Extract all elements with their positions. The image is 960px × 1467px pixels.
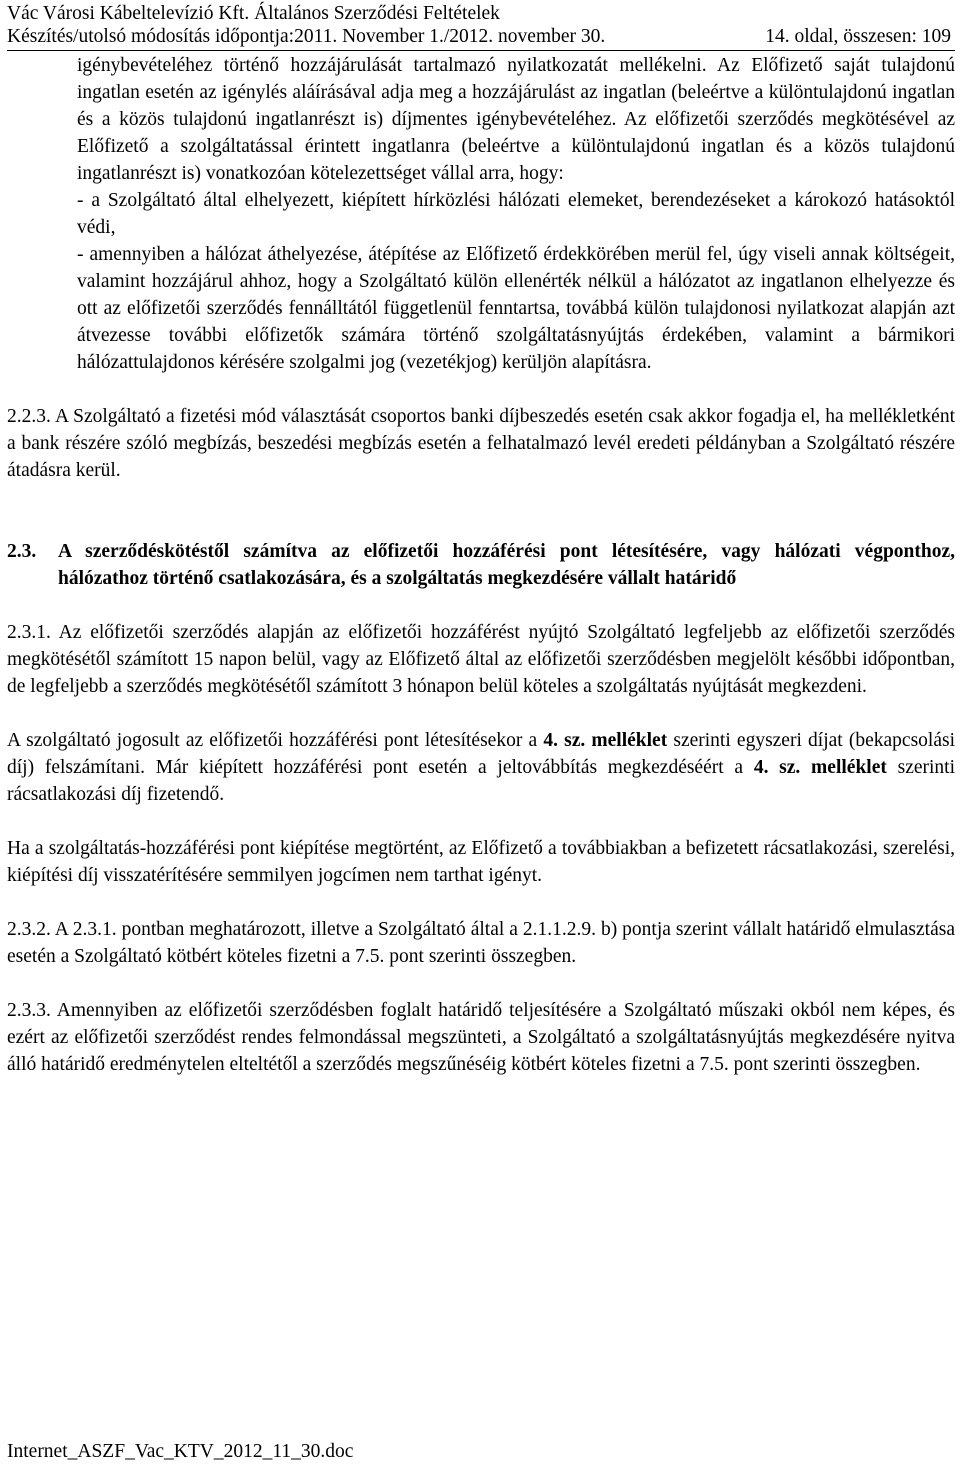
fee-text: szerinti egyszeri díjat (bekapcsolási díj) felszámítani. Már kiépített hozzáférési pont esetén a jeltovábbítás megkezdéséért a bbox=[7, 730, 955, 778]
fee-text: A szolgáltató jogosult az előfizetői hozzáférési pont létesítésekor a bbox=[7, 730, 544, 751]
page-footer bbox=[7, 1440, 353, 1463]
header-meta-row bbox=[7, 25, 957, 48]
annex-reference: 4. sz. melléklet bbox=[753, 757, 887, 778]
section-title: A szerződéskötéstől számítva az előfizetői hozzáférési pont létesítésére, vagy hálózati végponthoz, hálózathoz történő csatlakozására, és a szolgáltatás megkezdésére vállalt határidő bbox=[58, 541, 955, 589]
paragraph-2-2-3: 2.2.3. A Szolgáltató a fizetési mód választását csoportos banki díjbeszedés esetén csak akkor fogadja el, ha mellékletként a bank részére szóló megbízás, beszedési megbízás esetén a felhatalmazó levél eredeti példányban a Szolgáltató részére átadásra kerül. bbox=[7, 406, 955, 481]
revision-date: Készítés/utolsó módosítás időpontja:2011. November 1./2012. november 30. bbox=[7, 26, 606, 47]
document-title: Vác Városi Kábeltelevízió Kft. Általános Szerződési Feltételek bbox=[7, 3, 500, 24]
footer-filename: Internet_ASZF_Vac_KTV_2012_11_30.doc bbox=[7, 1441, 354, 1462]
paragraph-refund: Ha a szolgáltatás-hozzáférési pont kiépítése megtörtént, az Előfizető a továbbiakban a befizetett rácsatlakozási, szerelési, kiépítési díj visszatérítésére semmilyen jogcímen nem tarthat igényt. bbox=[7, 838, 955, 886]
list-item: - amennyiben a hálózat áthelyezése, átépítése az Előfizető érdekkörében merül fel, úgy viseli annak költségeit, valamint hozzájárul ahhoz, hogy a Szolgáltató külön ellenérték nélkül a hálózatot az ingatlanon elhelyezze és ott az előfizetői szerződés fennálltától függetlenül fenntartsa, továbbá külön tulajdonosi nyilatkozat alapján azt átvezesse további előfizetők számára történő szolgáltatásnyújtás érdekében, valamint a bármikori hálózattulajdonos kérésére szolgalmi jog (vezetékjog) kerüljön alapításra. bbox=[77, 244, 955, 373]
paragraph-continuation: igénybevételéhez történő hozzájárulását tartalmazó nyilatkozatát mellékelni. Az Előfizető saját tulajdonú ingatlan esetén az igénylés aláírásával adja meg a hozzájárulást az ingatlan (beleértve a különtulajdonú ingatlan és a közös tulajdonú ingatlanrészt is) díjmentes igénybevételéhez. Az előfizetői szerződés megkötésével az Előfizető a szolgáltatással érintett ingatlanra (beleértve a különtulajdonú ingatlan és a közös tulajdonú ingatlanrészt is) vonatkozóan kötelezettséget vállal arra, hogy: bbox=[77, 55, 955, 184]
paragraph-2-3-3: 2.3.3. Amennyiben az előfizetői szerződésben foglalt határidő teljesítésére a Szolgáltató műszaki okból nem képes, és ezért az előfizetői szerződést rendes felmondással megszünteti, a Szolgáltató a szolgáltatásnyújtás megkezdésére nyitva álló határidő eredménytelen elteltétől a szerződés megszűnéséig kötbért köteles fizetni a 7.5. pont szerinti összegben. bbox=[7, 1000, 955, 1075]
section-number: 2.3. bbox=[7, 541, 37, 562]
page-number: 14. oldal, összesen: 109 bbox=[765, 26, 951, 47]
fee-text: szerinti rácsatlakozási díj fizetendő. bbox=[7, 757, 956, 805]
paragraph-2-3-2: 2.3.2. A 2.3.1. pontban meghatározott, illetve a Szolgáltató által a 2.1.1.2.9. b) pontja szerint vállalt határidő elmulasztása esetén a Szolgáltató kötbért köteles fizetni a 7.5. pont szerinti összegben. bbox=[7, 919, 955, 967]
document-body bbox=[7, 50, 955, 1078]
paragraph-2-3-1: 2.3.1. Az előfizetői szerződés alapján az előfizetői hozzáférést nyújtó Szolgáltató legfeljebb az előfizetői szerződés megkötésétől számított 15 napon belül, vagy az Előfizető által az előfizetői szerződésben megjelölt későbbi időpontban, de legfeljebb a szerződés megkötésétől számított 3 hónapon belül köteles a szolgáltatás nyújtását megkezdeni. bbox=[7, 622, 955, 697]
paragraph-fees bbox=[7, 727, 955, 808]
section-heading-2-3 bbox=[7, 538, 955, 592]
list-item: - a Szolgáltató által elhelyezett, kiépített hírközlési hálózati elemeket, berendezéseket a károkozó hatásoktól védi, bbox=[77, 190, 955, 238]
annex-reference: 4. sz. melléklet bbox=[543, 730, 668, 751]
page-header bbox=[7, 2, 957, 48]
